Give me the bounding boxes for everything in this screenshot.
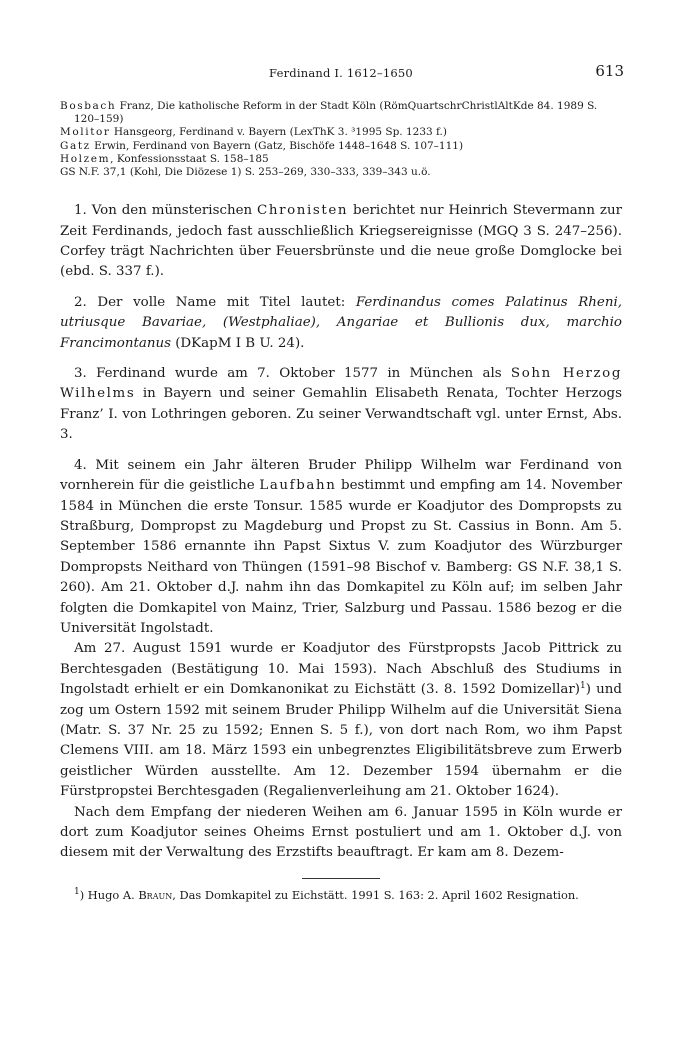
bibliography-text: GS N.F. 37,1 (Kohl, Die Diözese 1) S. 253–269, 330–333, 339–343 u.ö.: [60, 166, 431, 179]
paragraph-text: bestimmt und empfing am 14. November 1584 in München die erste Tonsur. 1585 wurde er Koadjutor des Dompropsts zu Straßburg, Dompropst zu Magdeburg und Propst zu St. Cassius in Bonn. Am 5. September 1586 ernannte ihn Papst Sixtus V. zum Koadjutor des Würzburger Dompropsts Neithard von Thüngen (1591–98 Bischof v. Bamberg: GS N.F. 38,1 S. 260). Am 21. Oktober d.J. nahm ihn das Domkapitel zu Köln auf; im selben Jahr folgten die Domkapitel von Mainz, Trier, Salzburg und Passau. 1586 bezog er die Universität Ingolstadt.: [60, 478, 622, 636]
paragraph-3: [60, 364, 622, 446]
bibliography-entry: [60, 166, 622, 179]
footnote-marker: 1: [74, 886, 80, 897]
footnote-text: , Das Domkapitel zu Eichstätt. 1991 S. 163: 2. April 1602 Resignation.: [172, 887, 579, 902]
bibliography-text: Hansgeorg, Ferdinand v. Bayern (LexThK 3. ³1995 Sp. 1233 f.): [110, 126, 447, 139]
footnote-divider: [302, 878, 380, 879]
bibliography-author: Molitor: [60, 126, 111, 139]
paragraph-text: 1. Von den münsterischen: [74, 203, 258, 219]
bibliography-entry: [60, 100, 622, 126]
paragraph-5: [60, 639, 622, 802]
paragraph-text: 4. Mit seinem ein Jahr älteren Bruder Philipp Wilhelm war Ferdinand von vornherein für die geistliche: [60, 457, 622, 494]
paragraph-text: ) und zog um Ostern 1592 mit seinem Bruder Philipp Wilhelm auf die Universität Siena (Matr. S. 37 Nr. 25 zu 1592; Ennen S. 5 f.), von dort nach Rom, wo ihm Papst Clemens VIII. am 18. März 1593 ein unbegrenztes Eligibilitätsbreve zum Erwerb geistlicher Würden ausstellte. Am 12. Dezember 1594 übernahm er die Fürstpropstei Berchtesgaden (Regalienverleihung am 21. Oktober 1624).: [60, 682, 622, 800]
bibliography: [60, 100, 622, 179]
main-text: [60, 201, 622, 864]
footnote-author: Braun: [138, 887, 173, 902]
paragraph-text: 3. Ferdinand wurde am 7. Oktober 1577 in München als: [74, 366, 511, 382]
running-title: Ferdinand I. 1612–1650: [269, 66, 413, 80]
bibliography-author: Bosbach: [60, 100, 117, 112]
bibliography-author: Holzem: [60, 152, 111, 165]
footnote-reference: 1: [580, 681, 586, 692]
bibliography-text: Erwin, Ferdinand von Bayern (Gatz, Bischöfe 1448–1648 S. 107–111): [90, 139, 464, 152]
paragraph-4: [60, 456, 622, 640]
footnote: [60, 887, 622, 904]
paragraph-text: berichtet nur Heinrich Stevermann zur Zeit Ferdinands, jedoch fast ausschließlich Kriegsereignisse (MGQ 3 S. 247–256). Corfey trägt Nachrichten über Feuersbrünste und die neue große Domglocke bei (ebd. S. 337 f.).: [60, 203, 623, 280]
page-number: 613: [595, 62, 624, 80]
latin-title: Ferdinandus comes Palatinus Rheni, utriusque Bavariae, (Westphaliae), Angariae et Bullionis dux, marchio Francimontanus: [60, 294, 622, 351]
paragraph-text: (DKapM I B U. 24).: [170, 335, 305, 351]
emphasized-term: Laufbahn: [259, 478, 337, 494]
page-header: [60, 60, 622, 84]
bibliography-text: Franz, Die katholische Reform in der Stadt Köln (RömQuartschrChristlAltKde 84. 1989 S. 120–159): [74, 100, 598, 126]
bibliography-entry: [60, 140, 622, 153]
bibliography-entry: [60, 126, 622, 139]
paragraph-text: Am 27. August 1591 wurde er Koadjutor des Fürstpropsts Jacob Pittrick zu Berchtesgaden (Bestätigung 10. Mai 1593). Nach Abschluß des Studiums in Ingolstadt erhielt er ein Domkanonikat zu Eichstätt (3. 8. 1592 Domizellar): [60, 641, 622, 698]
bibliography-entry: [60, 153, 622, 166]
paragraph-text: in Bayern und seiner Gemahlin Elisabeth Renata, Tochter Herzogs Franz’ I. von Lothringen geboren. Zu seiner Verwandtschaft vgl. unter Ernst, Abs. 3.: [60, 386, 622, 443]
document-page: [60, 60, 622, 915]
paragraph-2: [60, 293, 622, 354]
paragraph-text: Nach dem Empfang der niederen Weihen am 6. Januar 1595 in Köln wurde er dort zum Koadjutor seines Oheims Ernst postuliert und am 1. Oktober d.J. von diesem mit der Verwaltung des Erzstifts beauftragt. Er kam am 8. Dezem-: [60, 804, 622, 861]
paragraph-text: 2. Der volle Name mit Titel lautet:: [74, 294, 356, 310]
emphasized-term: Sohn Herzog Wilhelms: [60, 366, 622, 402]
bibliography-author: Gatz: [60, 139, 91, 152]
paragraph-1: [60, 201, 622, 283]
emphasized-term: Chronisten: [257, 203, 349, 219]
footnote-text: ) Hugo A.: [79, 887, 139, 902]
bibliography-text: , Konfessionsstaat S. 158–185: [110, 152, 269, 165]
paragraph-6: [60, 803, 622, 864]
